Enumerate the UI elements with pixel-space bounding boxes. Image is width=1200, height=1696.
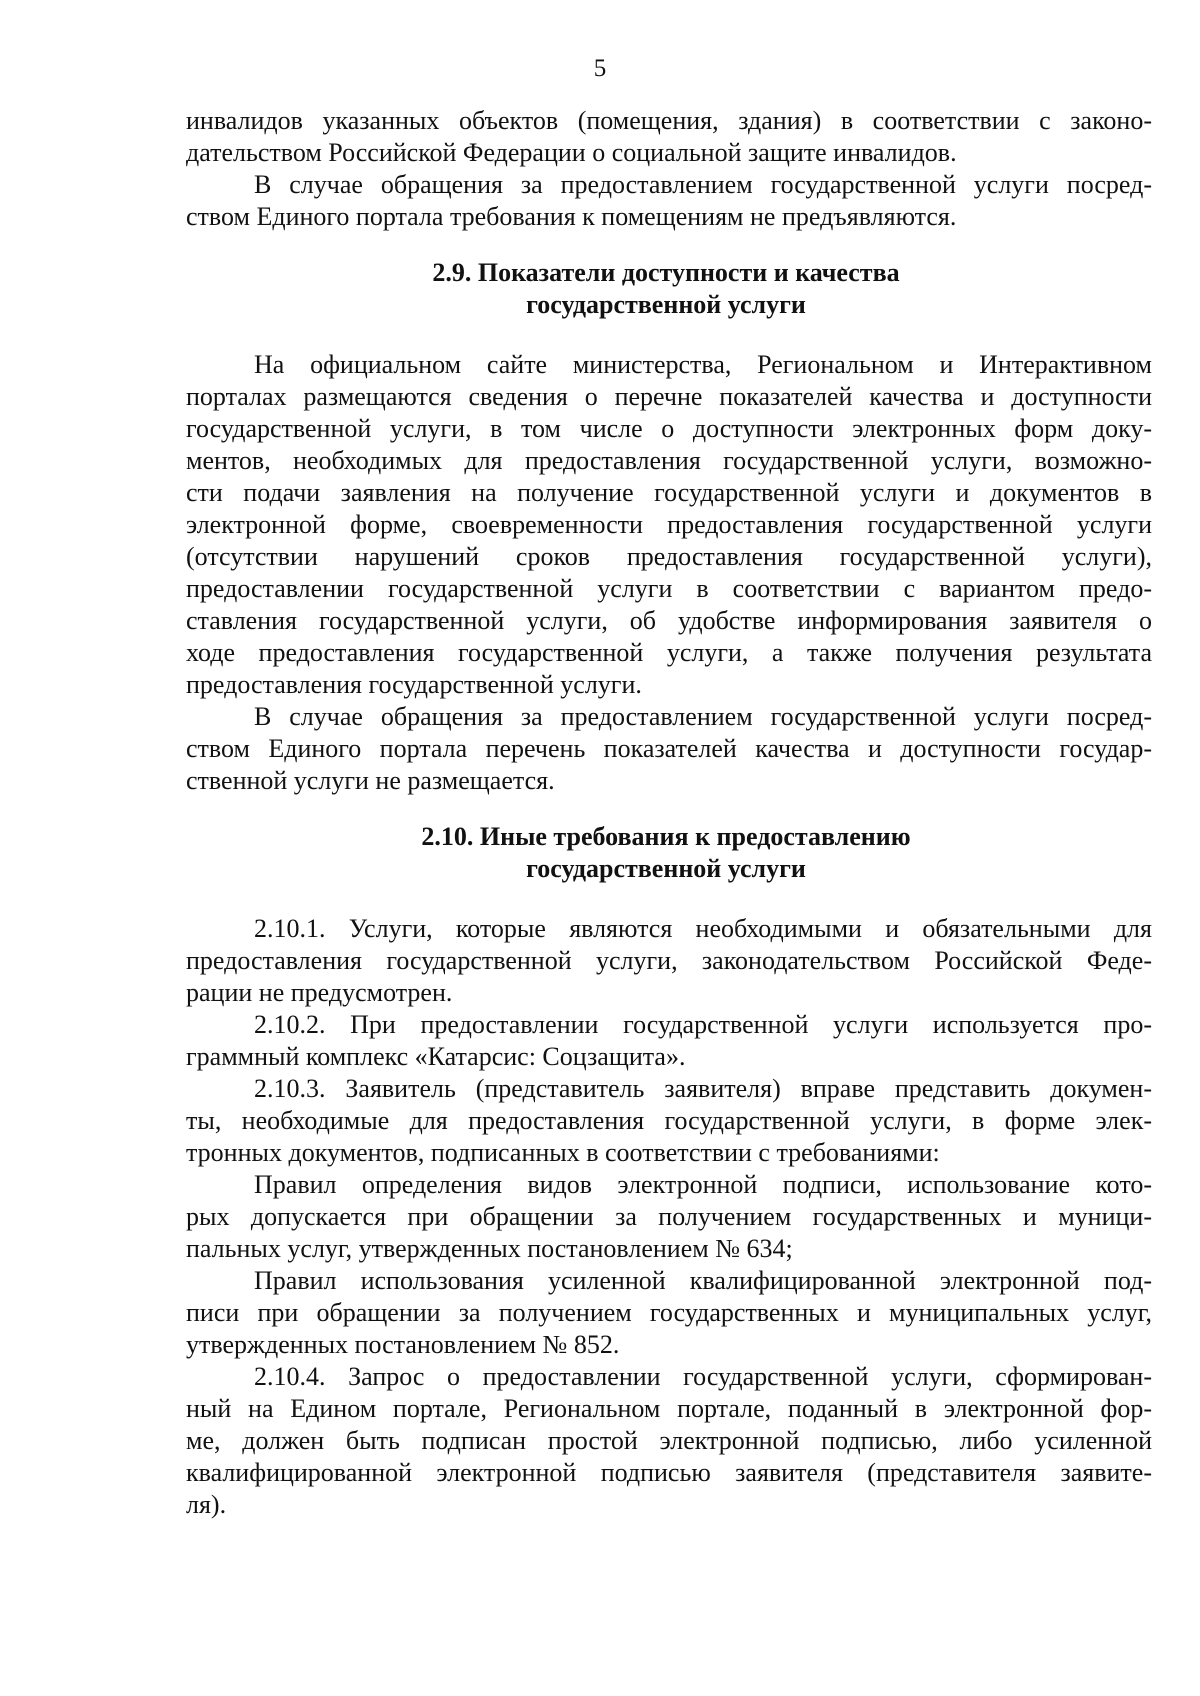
text-line: предоставления государственной услуги. [186, 670, 642, 699]
text-line: ставления государственной услуги, об удобстве информирования заявителя о [186, 606, 1152, 635]
text-line: ством Единого портала требования к помещениям не предъявляются. [186, 202, 957, 231]
text-line: рации не предусмотрен. [186, 978, 453, 1007]
text-line: (отсутствии нарушений сроков предоставления государственной услуги), [186, 542, 1152, 571]
text-line: предоставления государственной услуги, законодательством Российской Феде- [186, 946, 1152, 975]
section-heading: государственной услуги [526, 290, 806, 319]
text-line: 2.10.4. Запрос о предоставлении государственной услуги, сформирован- [254, 1362, 1152, 1391]
text-line: ственной услуги не размещается. [186, 766, 555, 795]
text-line: В случае обращения за предоставлением государственной услуги посред- [254, 170, 1152, 199]
text-line: порталах размещаются сведения о перечне показателей качества и доступности [186, 382, 1152, 411]
text-line: дательством Российской Федерации о социальной защите инвалидов. [186, 138, 957, 167]
text-line: ходе предоставления государственной услуги, а также получения результата [186, 638, 1152, 667]
text-line: ный на Едином портале, Региональном портале, поданный в электронной фор- [186, 1394, 1152, 1423]
text-line: Правил использования усиленной квалифицированной электронной под- [254, 1266, 1152, 1295]
text-line: государственной услуги, в том числе о доступности электронных форм доку- [186, 414, 1152, 443]
text-line: 2.10.2. При предоставлении государственной услуги используется про- [254, 1010, 1152, 1039]
text-line: квалифицированной электронной подписью заявителя (представителя заявите- [186, 1458, 1152, 1487]
text-line: На официальном сайте министерства, Региональном и Интерактивном [254, 350, 1152, 379]
text-line: ме, должен быть подписан простой электронной подписью, либо усиленной [186, 1426, 1152, 1455]
text-line: утвержденных постановлением № 852. [186, 1330, 620, 1359]
section-heading: государственной услуги [526, 854, 806, 883]
text-line: 2.10.3. Заявитель (представитель заявителя) вправе представить докумен- [254, 1074, 1152, 1103]
text-line: рых допускается при обращении за получением государственных и муници- [186, 1202, 1152, 1231]
section-heading: 2.9. Показатели доступности и качества [432, 258, 900, 287]
text-line: электронной форме, своевременности предоставления государственной услуги [186, 510, 1152, 539]
text-line: писи при обращении за получением государственных и муниципальных услуг, [186, 1298, 1152, 1327]
text-line: ментов, необходимых для предоставления государственной услуги, возможно- [186, 446, 1152, 475]
text-line: пальных услуг, утвержденных постановлением № 634; [186, 1234, 793, 1263]
text-line: ля). [186, 1490, 227, 1519]
text-line: 2.10.1. Услуги, которые являются необходимыми и обязательными для [254, 914, 1152, 943]
text-line: Правил определения видов электронной подписи, использование кото- [254, 1170, 1152, 1199]
text-line: граммный комплекс «Катарсис: Соцзащита». [186, 1042, 686, 1071]
text-line: инвалидов указанных объектов (помещения, здания) в соответствии с законо- [186, 106, 1152, 135]
text-line: ством Единого портала перечень показателей качества и доступности государ- [186, 734, 1152, 763]
text-line: предоставлении государственной услуги в соответствии с вариантом предо- [186, 574, 1152, 603]
text-line: тронных документов, подписанных в соответствии с требованиями: [186, 1138, 940, 1167]
section-heading: 2.10. Иные требования к предоставлению [421, 822, 911, 851]
text-line: сти подачи заявления на получение государственной услуги и документов в [186, 478, 1152, 507]
page-number: 5 [593, 55, 607, 82]
text-line: ты, необходимые для предоставления государственной услуги, в форме элек- [186, 1106, 1152, 1135]
text-line: В случае обращения за предоставлением государственной услуги посред- [254, 702, 1152, 731]
